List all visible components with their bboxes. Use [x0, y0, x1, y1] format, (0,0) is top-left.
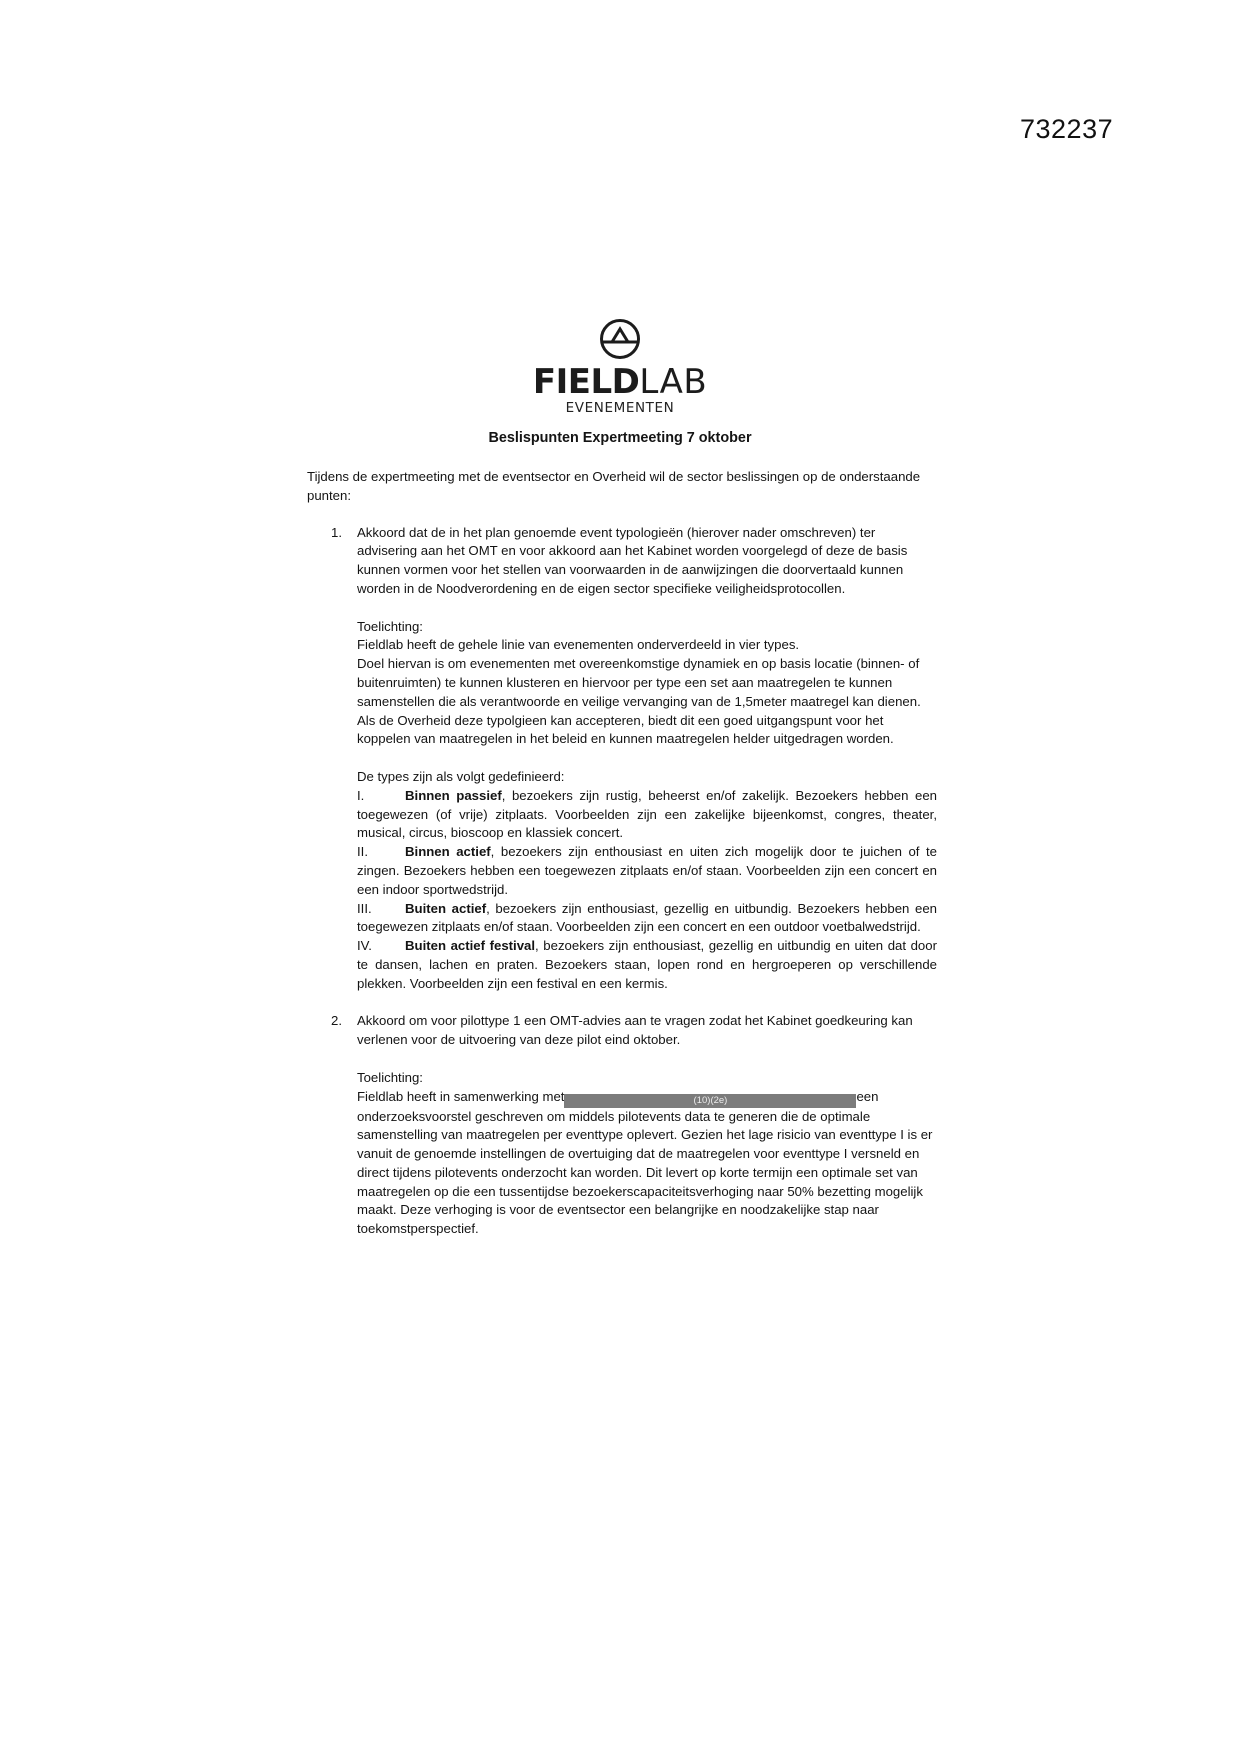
toelichting-label: Toelichting: — [357, 618, 423, 634]
type-text: , bezoekers zijn enthousiast, gezellig en uitbundig. Bezoekers hebben een toegewezen zitplaats en/of staan. Voorbeelden zijn een concert en een outdoor voetbalwedstrijd. — [357, 900, 937, 935]
type-definition — [357, 937, 937, 993]
toelichting-paragraph — [357, 1088, 937, 1240]
logo-subtitle: EVENEMENTEN — [565, 400, 675, 416]
type-roman: IV. — [357, 938, 372, 954]
item-number: 2. — [331, 1013, 342, 1029]
toelichting-line: Fieldlab heeft de gehele linie van evenementen onderverdeeld in vier types. — [357, 637, 800, 653]
type-name: Binnen passief — [405, 787, 502, 803]
type-definition — [357, 900, 937, 938]
type-definition — [357, 843, 937, 899]
circle-triangle-logo-icon — [599, 318, 641, 360]
document-number: 732237 — [1020, 114, 1114, 144]
document-body — [307, 468, 937, 1239]
toelichting-before-redaction: Fieldlab heeft in samenwerking met — [357, 1088, 565, 1104]
logo-word-bold: FIELD — [532, 362, 640, 402]
item-number: 1. — [331, 524, 342, 540]
logo-word-light: LAB — [639, 362, 708, 402]
toelichting-line: Doel hiervan is om evenementen met overeenkomstige dynamiek en op basis locatie (binnen- of buitenruimten) te kunnen klusteren en hiervoor per type een set aan maatregelen te kunnen samenstellen die als verantwoorde en veilige vervanging van de 1,5meter maatregel kan dienen. — [357, 656, 921, 709]
redaction-block: (10)(2e) — [564, 1094, 856, 1108]
document-title: Beslispunten Expertmeeting 7 oktober — [488, 430, 752, 446]
type-text: , bezoekers zijn rustig, beheerst en/of zakelijk. Bezoekers hebben een toegewezen (of vrije) zitplaats. Voorbeelden zijn een zakelijke bijeenkomst, congres, theater, musical, circus, bioscoop en klassiek concert. — [357, 787, 937, 841]
type-roman: III. — [357, 900, 372, 916]
logo-wordmark — [0, 363, 1240, 401]
toelichting-after-redaction: een onderzoeksvoorstel geschreven om middels pilotevents data te generen die de optimale samenstelling van maatregelen per eventtype oplevert. Gezien het lage risicio van eventtype I is er vanuit de genoemde instellingen de overtuiging dat de maatregelen voor eventtype I versneld en direct tijdens pilotevents onderzocht kan worden. Dit levert op korte termijn een optimale set van maatregelen op die een tussentijdse bezoekerscapaciteitsverhoging naar 50% bezetting mogelijk maakt. Deze verhoging is voor de eventsector een belangrijke en noodzakelijke stap naar toekomstperspectief. — [357, 1088, 933, 1237]
decision-item-2 — [307, 1012, 937, 1239]
item-text: Akkoord om voor pilottype 1 een OMT-advies aan te vragen zodat het Kabinet goedkeuring kan verlenen voor de uitvoering van deze pilot eind oktober. — [357, 1013, 913, 1048]
type-name: Buiten actief — [405, 900, 487, 916]
fieldlab-logo — [0, 318, 1240, 416]
types-intro: De types zijn als volgt gedefinieerd: — [357, 768, 565, 784]
type-roman: II. — [357, 844, 368, 860]
type-definition — [357, 787, 937, 843]
item-text: Akkoord dat de in het plan genoemde event typologieën (hierover nader omschreven) ter advisering aan het OMT en voor akkoord aan het Kabinet worden voorgelegd of deze de basis kunnen vormen voor het stellen van voorwaarden in de aanwijzingen die doorvertaald kunnen worden in de Noodverordening en de eigen sector specifieke veiligheidsprotocollen. — [357, 524, 908, 596]
toelichting-line: Als de Overheid deze typolgieen kan accepteren, biedt dit een goed uitgangspunt voor het koppelen van maatregelen in het beleid en kunnen maatregelen helder uitgedragen worden. — [357, 712, 894, 747]
intro-paragraph: Tijdens de expertmeeting met de eventsector en Overheid wil de sector beslissingen op de onderstaande punten: — [307, 469, 921, 503]
toelichting-label: Toelichting: — [357, 1069, 423, 1085]
type-roman: I. — [357, 787, 365, 803]
type-name: Binnen actief — [405, 844, 491, 860]
type-name: Buiten actief festival — [405, 938, 536, 954]
type-text: , bezoekers zijn enthousiast, gezellig en uitbundig en uiten dat door te dansen, lachen en praten. Bezoekers staan, lopen rond en hergroeperen op verschillende plekken. Voorbeelden zijn een festival en een kermis. — [357, 938, 937, 991]
type-text: , bezoekers zijn enthousiast en uiten zich mogelijk door te juichen of te zingen. Bezoekers hebben een toegewezen zitplaats en/of staan. Voorbeelden zijn een concert en een indoor sportwedstrijd. — [357, 844, 937, 897]
decision-item-1 — [307, 524, 937, 994]
